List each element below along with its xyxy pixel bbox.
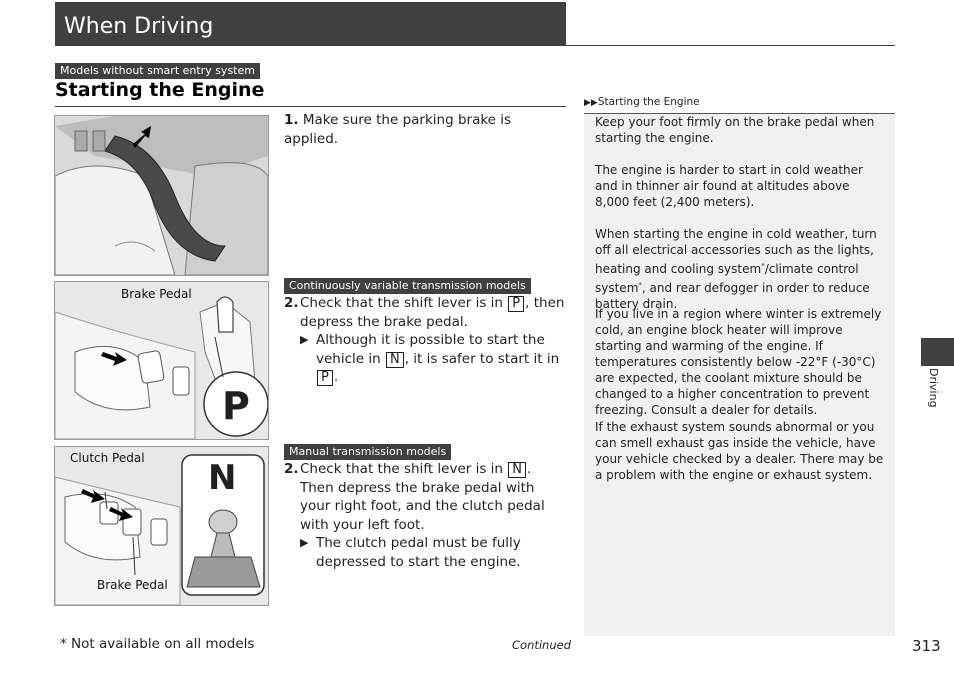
parking-brake-illustration [55,116,268,275]
manual-step-text-a: Check that the shift lever is in [300,461,503,477]
sidebar-para-3a: When starting the engine in cold weather, turn off all electrical accessories such as the lights, heating and cooling system [595,227,877,276]
step-1 [284,111,564,148]
page-title: Starting the Engine [55,79,265,101]
cvt-note [300,331,566,387]
step-1-text: Make sure the parking brake is applied. [284,112,512,147]
footnote: * Not available on all models [60,636,255,652]
step-1-number: 1. [284,112,299,128]
sidebar-para-2: The engine is harder to start in cold weather and in thinner air found at altitudes above 8,000 feet (2,400 meters). [595,163,863,209]
sidebar-header-text: Starting the Engine [597,96,700,108]
neutral-key-box: N [386,352,404,368]
model-badge-cvt: Continuously variable transmission models [284,278,531,294]
model-badge-manual: Manual transmission models [284,444,451,460]
manual-step-text-b: . Then depress the brake pedal with your right foot, and the clutch pedal with your left foot. [300,461,545,533]
footnote-marker: * [761,262,765,270]
cvt-park-letter: P [222,384,250,428]
sidebar-para-4: If you live in a region where winter is extremely cold, an engine block heater will improve starting and warming of the engine. If temperatures consistently below -22°F (-30°C) are expected, the coolant mixture should be changed to a higher concentration to prevent freezing. Consult a dealer for details. [595,307,882,417]
cvt-step-number: 2. [284,295,299,311]
manual-step-2 [284,460,566,571]
cvt-note-text-c: . [333,369,339,385]
cvt-step-text-a: Check that the shift lever is in [300,295,503,311]
page-number: 313 [912,637,941,655]
cvt-brake-pedal-label: Brake Pedal [121,287,192,301]
chapter-tab [921,338,954,366]
reference-icon: ▶▶ [584,98,598,108]
park-key-box-2: P [317,370,333,386]
cvt-step-2 [284,294,566,387]
cvt-note-text-b: , it is safer to start it in [404,350,560,367]
manual-step-number: 2. [284,461,299,477]
manual-neutral-letter: N [208,458,237,498]
clutch-pedal-label: Clutch Pedal [70,451,145,465]
arrow-right-icon: ▶ [300,536,309,549]
title-rule [55,106,566,107]
footnote-marker-2: * [638,281,642,289]
section-title: When Driving [64,14,214,39]
sidebar-para-5: If the exhaust system sounds abnormal or you can smell exhaust gas inside the vehicle, have your vehicle checked by a dealer. There may be a problem with the engine or exhaust system. [595,420,884,482]
manual-brake-pedal-label: Brake Pedal [97,578,168,592]
sidebar-para-3 [595,226,887,312]
sidebar-header [584,95,895,114]
park-key-box: P [508,296,524,312]
chapter-tab-label: Driving [927,368,940,408]
arrow-right-icon: ▶ [300,333,309,346]
manual-note-text: The clutch pedal must be fully depressed to start the engine. [316,535,521,570]
continued-label: Continued [512,638,572,652]
header-rule [566,45,895,46]
parking-brake-figure [54,115,269,276]
sidebar-para-1: Keep your foot firmly on the brake pedal when starting the engine. [595,115,875,145]
manual-note [300,534,566,571]
cvt-note-text-a: Although it is possible to start the vehicle in [316,332,545,367]
cvt-step-text-b: , then depress the brake pedal. [300,295,565,330]
sidebar-para-3c: , and rear defogger in order to reduce battery drain. [595,281,870,311]
manual-neutral-key-box: N [508,462,526,478]
sidebar-para-3b: /climate control system [595,262,859,295]
model-badge-smart-entry: Models without smart entry system [55,63,260,79]
